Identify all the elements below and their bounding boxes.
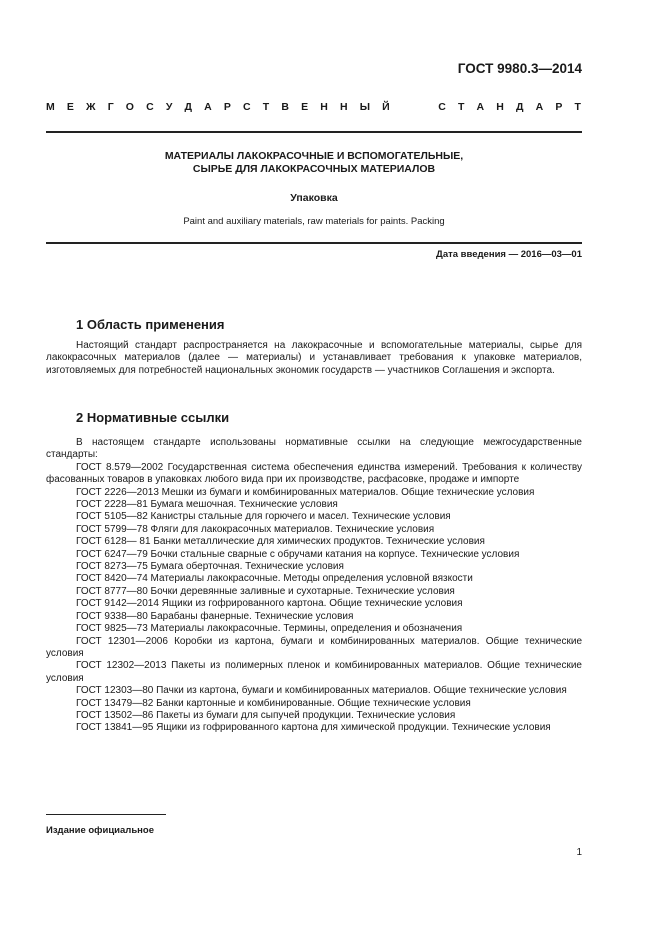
interstate-letter: Е [66,101,74,113]
reference-item: ГОСТ 8273—75 Бумага оберточная. Технические условия [76,561,344,573]
document-title [46,150,582,176]
interstate-letter: В [281,101,289,113]
reference-item: ГОСТ 13502—86 Пакеты из бумаги для сыпучей продукции. Технические условия [76,709,456,721]
normative-references [46,437,582,735]
interstate-letter: Ж [86,101,96,113]
interstate-letter: Ы [359,101,370,113]
reference-item: ГОСТ 8.579—2002 Государственная система обеспечения единства измерений. Требования к количеству фасованных товаров в упаковках любого вида при их производстве, расфасовке, продаже и импорте [46,461,582,486]
interstate-letter: С [243,101,251,113]
interstate-letter: Р [555,101,563,113]
references-intro: В настоящем стандарте использованы нормативные ссылки на следующие межгосударственные стандарты: [46,437,582,461]
section-1-heading: 1 Область применения [76,317,225,332]
document-subtitle: Упаковка [290,192,338,204]
section-1-text: Настоящий стандарт распространяется на лакокрасочные и вспомогательные материалы, сырье для лакокрасочных материалов (далее — материалы) и устанавливает требования к упаковке материалов, изготовляемых для потребностей национальных экономик государств — участников Соглашения и экспорта. [46,340,582,376]
interstate-letter: Н [339,101,348,113]
title-line-1: МАТЕРИАЛЫ ЛАКОКРАСОЧНЫЕ И ВСПОМОГАТЕЛЬНЫЕ, [164,150,464,162]
title-line-2: СЫРЬЕ ДЛЯ ЛАКОКРАСОЧНЫХ МАТЕРИАЛОВ [192,163,436,175]
reference-item: ГОСТ 6247—79 Бочки стальные сварные с обручами катания на корпусе. Технические условия [76,548,520,560]
interstate-letter: Н [320,101,328,113]
interstate-letter: Г [107,101,114,113]
interstate-letter: Й [382,101,390,113]
interstate-letter: А [535,101,544,113]
interstate-standard-label [46,101,581,113]
english-title: Paint and auxiliary materials, raw materials for paints. Packing [183,216,445,227]
interstate-letter: Т [457,101,465,113]
interstate-letter: Д [184,101,192,113]
interstate-letter: Е [301,101,309,113]
reference-item: ГОСТ 12303—80 Пачки из картона, бумаги и комбинированных материалов. Общие технические условия [76,685,567,697]
reference-item: ГОСТ 9338—80 Барабаны фанерные. Технические условия [76,610,354,622]
reference-item: ГОСТ 13841—95 Ящики из гофрированного картона для химической продукции. Технические условия [76,722,551,734]
reference-item: ГОСТ 13479—82 Банки картонные и комбинированные. Общие технические условия [76,697,471,709]
interstate-letter: Т [574,101,581,113]
footer-rule [46,814,166,815]
interstate-letter: С [146,101,154,113]
reference-item: ГОСТ 8777—80 Бочки деревянные заливные и сухотарные. Технические условия [76,585,455,597]
reference-item: ГОСТ 2228—81 Бумага мешочная. Технические условия [76,499,338,511]
standard-number: ГОСТ 9980.3—2014 [457,61,582,76]
header-rule [46,131,582,133]
introduction-date: Дата введения — 2016—03—01 [436,249,582,260]
interstate-letter: О [125,101,134,113]
interstate-letter: С [438,101,446,113]
page-number: 1 [576,847,582,858]
reference-item: ГОСТ 2226—2013 Мешки из бумаги и комбинированных материалов. Общие технические условия [76,486,535,498]
interstate-letter: У [165,101,173,113]
reference-item: ГОСТ 9825—73 Материалы лакокрасочные. Термины, определения и обозначения [76,623,463,635]
interstate-letter: А [476,101,485,113]
interstate-letter: М [46,101,55,113]
interstate-letter: Р [223,101,231,113]
reference-item: ГОСТ 5799—78 Фляги для лакокрасочных материалов. Технические условия [76,523,435,535]
interstate-letter: А [204,101,212,113]
reference-item: ГОСТ 12301—2006 Коробки из картона, бумаги и комбинированных материалов. Общие технические условия [46,635,582,659]
official-edition-label: Издание официальное [46,825,154,836]
interstate-letter: Д [515,101,524,113]
section-2-heading: 2 Нормативные ссылки [76,410,230,425]
reference-item: ГОСТ 6128— 81 Банки металлические для химических продуктов. Технические условия [76,536,485,548]
interstate-letter: Н [496,101,504,113]
interstate-letter: Т [262,101,270,113]
reference-item: ГОСТ 8420—74 Материалы лакокрасочные. Методы определения условной вязкости [76,573,473,585]
reference-item: ГОСТ 5105—82 Канистры стальные для горючего и масел. Технические условия [76,511,451,523]
reference-item: ГОСТ 9142—2014 Ящики из гофрированного картона. Общие технические условия [76,598,463,610]
reference-item: ГОСТ 12302—2013 Пакеты из полимерных пленок и комбинированных материалов. Общие технические условия [46,660,582,684]
title-rule [46,242,582,244]
